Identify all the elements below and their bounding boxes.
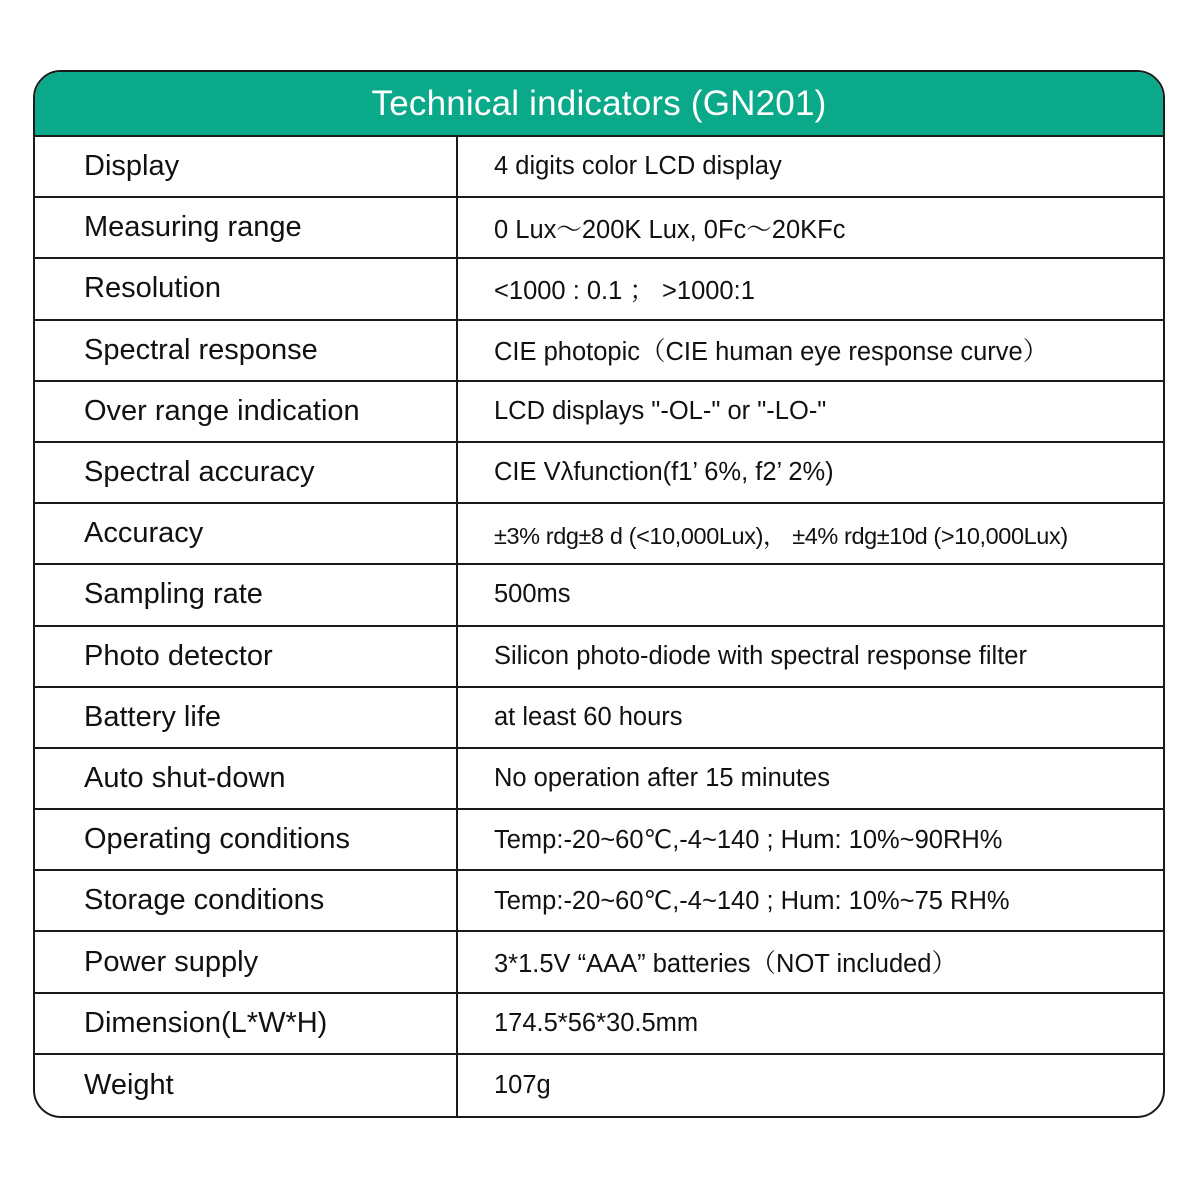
spec-label-power-supply: Power supply	[35, 932, 458, 991]
spec-label-weight: Weight	[35, 1055, 458, 1116]
table-row	[35, 994, 1163, 1055]
table-body	[35, 137, 1163, 1116]
spec-value-resolution: <1000 : 0.1 ； >1000:1	[494, 276, 755, 305]
spec-value-accuracy: ±3% rdg±8 d (<10,000Lux)， ±4% rdg±10d (>10,000Lux)	[494, 522, 1068, 549]
spec-label-storage-conditions: Storage conditions	[35, 871, 458, 930]
table-row	[35, 565, 1163, 626]
table-row	[35, 810, 1163, 871]
spec-label-accuracy: Accuracy	[35, 504, 458, 563]
spec-value-operating-conditions: Temp:-20~60℃,-4~140 ; Hum: 10%~90RH%	[494, 825, 1003, 854]
table-row	[35, 259, 1163, 320]
table-row	[35, 198, 1163, 259]
table-row	[35, 321, 1163, 382]
spec-label-photo-detector: Photo detector	[35, 627, 458, 686]
spec-value-sampling-rate: 500ms	[494, 580, 571, 609]
table-row	[35, 627, 1163, 688]
spec-label-spectral-accuracy: Spectral accuracy	[35, 443, 458, 502]
spec-value-auto-shut-down: No operation after 15 minutes	[494, 763, 830, 792]
spec-value-photo-detector: Silicon photo-diode with spectral response filter	[494, 641, 1027, 670]
table-row	[35, 749, 1163, 810]
spec-label-spectral-response: Spectral response	[35, 321, 458, 380]
table-title: Technical indicators (GN201)	[35, 72, 1163, 137]
spec-table	[33, 70, 1165, 1118]
spec-label-auto-shut-down: Auto shut-down	[35, 749, 458, 808]
spec-value-display: 4 digits color LCD display	[494, 152, 782, 181]
spec-value-over-range-indication: LCD displays "-OL-" or "-LO-"	[494, 396, 827, 425]
table-row	[35, 1055, 1163, 1116]
spec-label-resolution: Resolution	[35, 259, 458, 318]
spec-label-sampling-rate: Sampling rate	[35, 565, 458, 624]
spec-label-measuring-range: Measuring range	[35, 198, 458, 257]
spec-label-battery-life: Battery life	[35, 688, 458, 747]
spec-value-power-supply: 3*1.5V “AAA” batteries（NOT included）	[494, 950, 957, 979]
table-row	[35, 871, 1163, 932]
spec-label-over-range-indication: Over range indication	[35, 382, 458, 441]
spec-value-battery-life: at least 60 hours	[494, 702, 683, 731]
spec-value-measuring-range: 0 Lux～200K Lux, 0Fc～20KFc	[494, 215, 846, 244]
table-row	[35, 137, 1163, 198]
table-row	[35, 688, 1163, 749]
table-row	[35, 382, 1163, 443]
spec-value-spectral-accuracy: CIE Vλfunction(f1’ 6%, f2’ 2%)	[494, 458, 834, 487]
spec-label-display: Display	[35, 137, 458, 196]
spec-label-operating-conditions: Operating conditions	[35, 810, 458, 869]
spec-value-storage-conditions: Temp:-20~60℃,-4~140 ; Hum: 10%~75 RH%	[494, 886, 1010, 915]
spec-label-dimension: Dimension(L*W*H)	[35, 994, 458, 1053]
spec-value-weight: 107g	[494, 1070, 551, 1099]
table-row	[35, 932, 1163, 993]
spec-value-spectral-response: CIE photopic（CIE human eye response curve）	[494, 338, 1049, 367]
spec-value-dimension: 174.5*56*30.5mm	[494, 1008, 699, 1037]
table-row	[35, 504, 1163, 565]
table-row	[35, 443, 1163, 504]
